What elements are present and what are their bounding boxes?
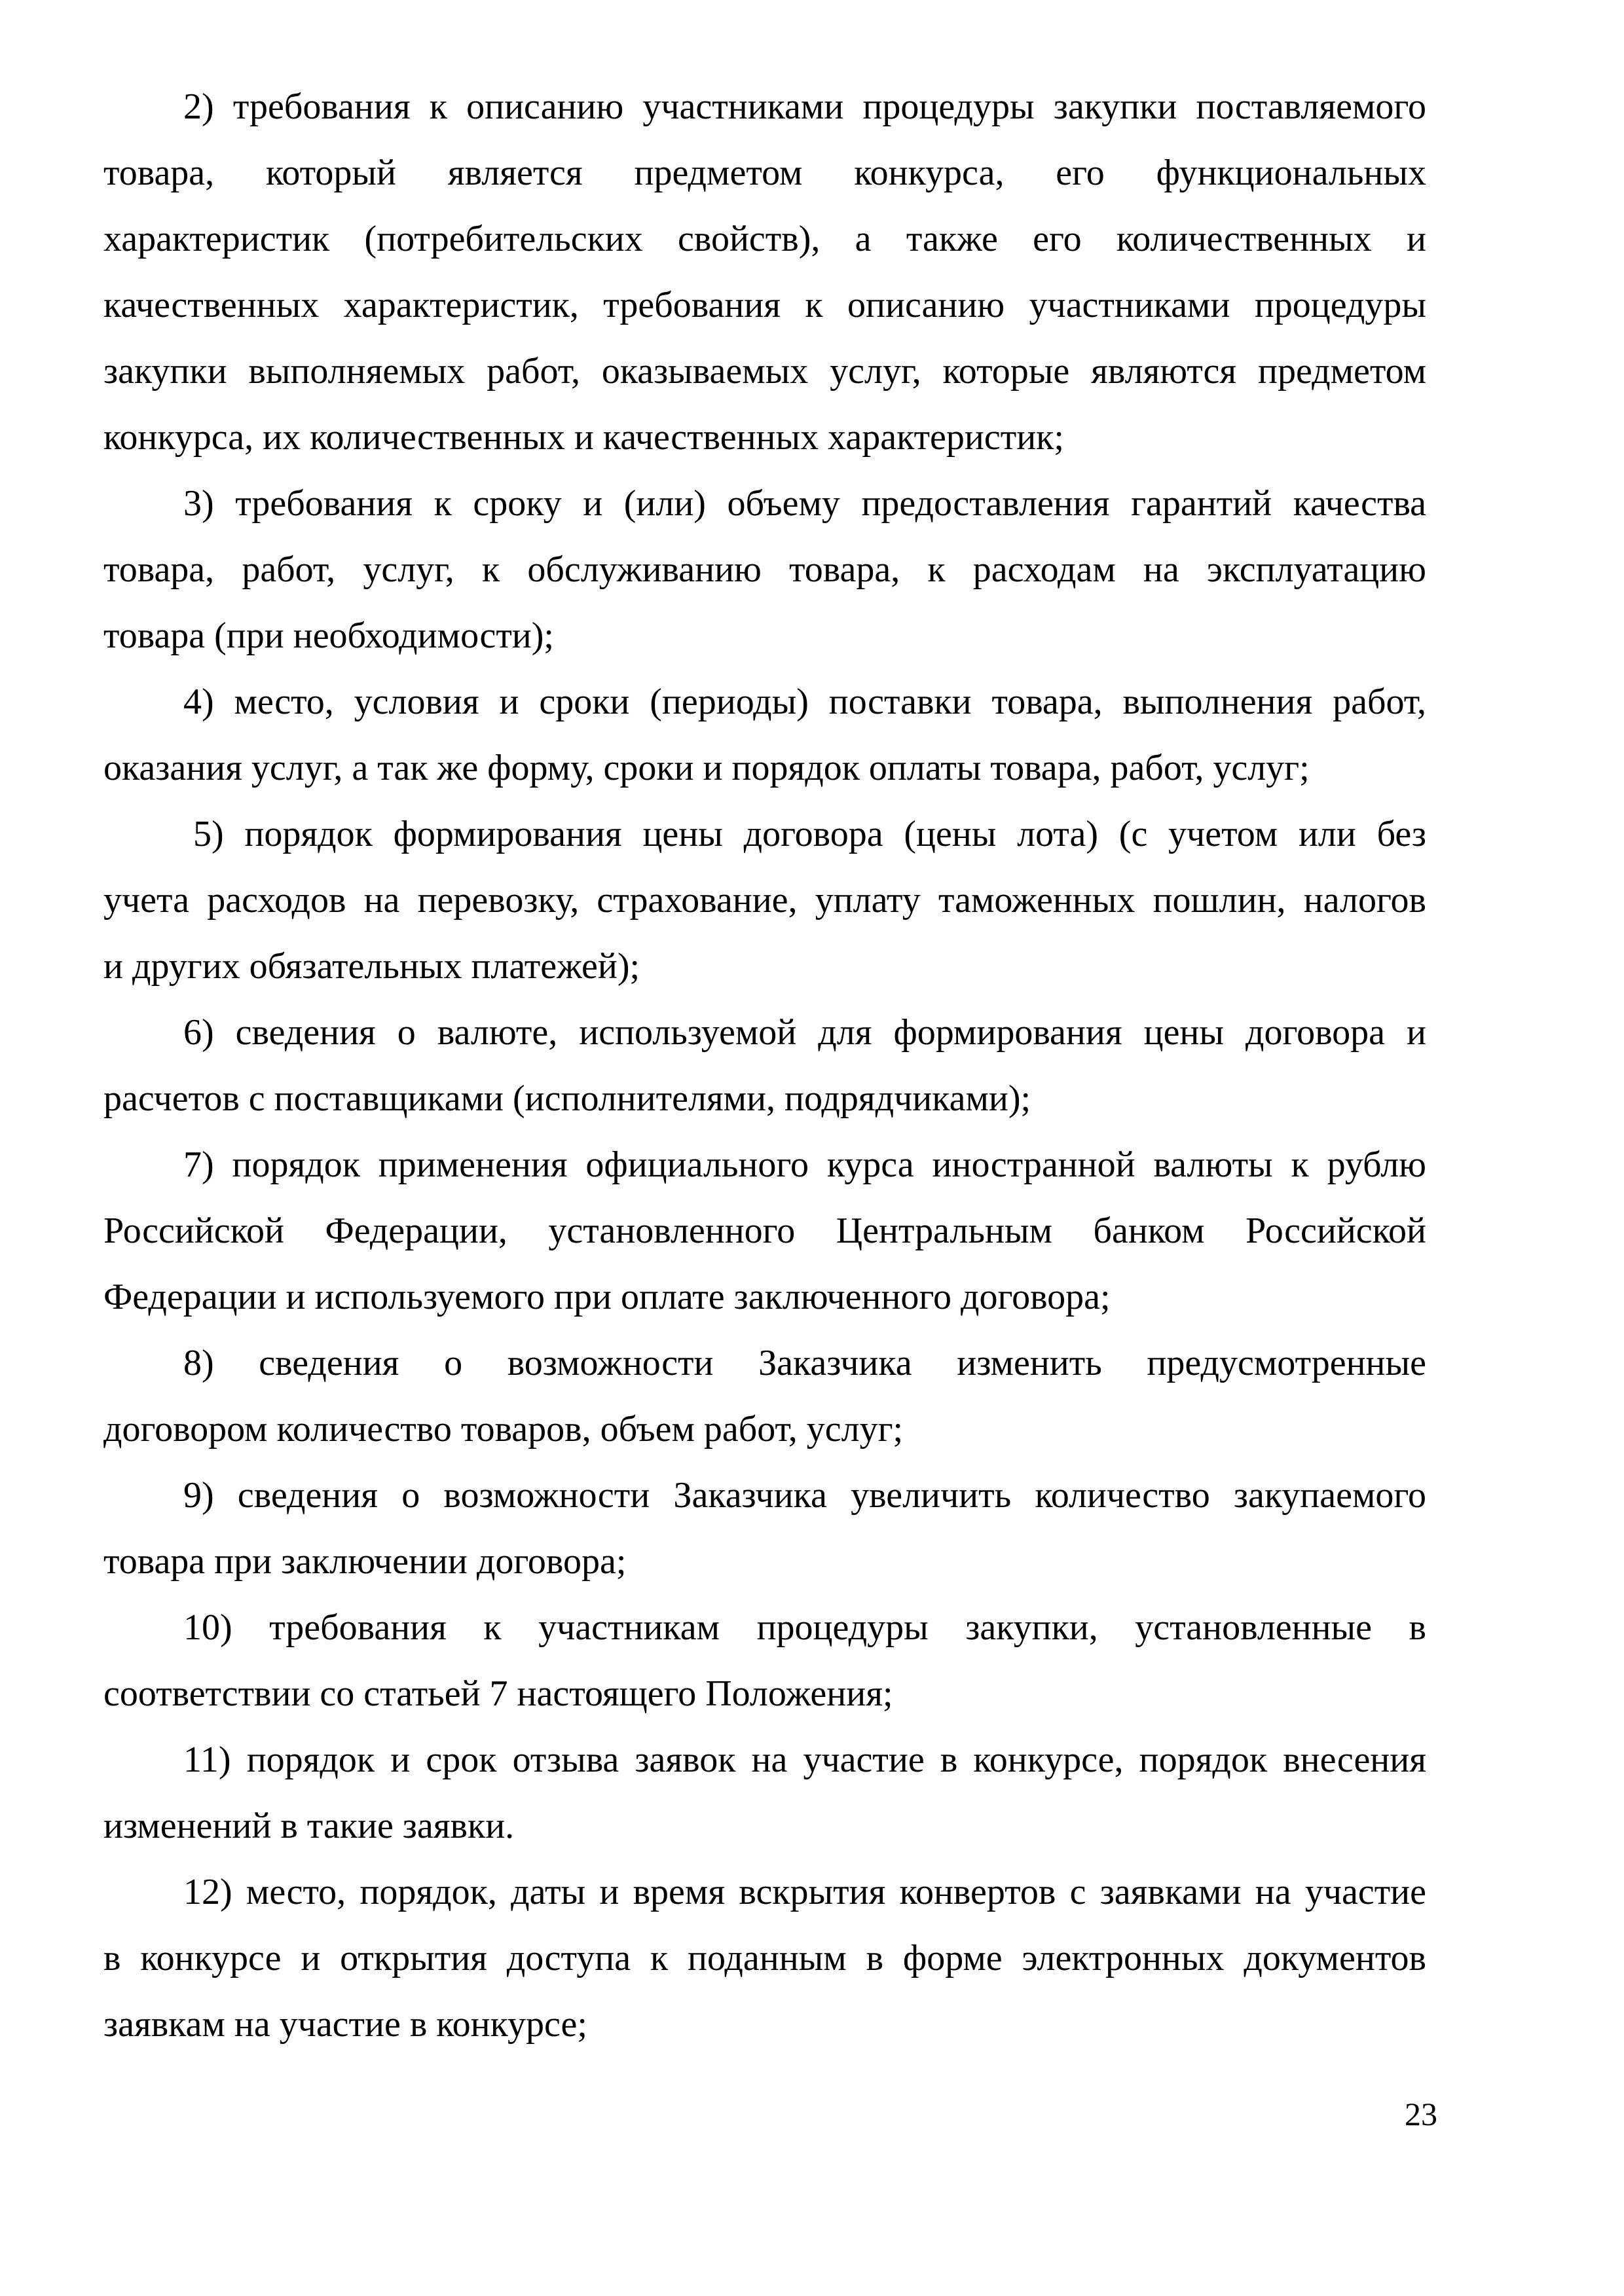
paragraph-item-6 xyxy=(103,1000,1426,1132)
text-line: 10) требования к участникам процедуры закупки, установленные в xyxy=(183,1607,1426,1648)
paragraph-item-9 xyxy=(103,1463,1426,1595)
text-line: расчетов с поставщиками (исполнителями, подрядчиками); xyxy=(103,1078,1031,1119)
text-line: заявкам на участие в конкурсе; xyxy=(103,2004,587,2045)
paragraph-item-4 xyxy=(103,669,1426,801)
text-line: товара при заключении договора; xyxy=(103,1541,627,1582)
text-line: 8) сведения о возможности Заказчика изменить предусмотренные xyxy=(183,1343,1426,1383)
paragraph-item-2 xyxy=(103,74,1426,471)
text-line: договором количество товаров, объем работ, услуг; xyxy=(103,1409,904,1449)
paragraph-item-7 xyxy=(103,1132,1426,1330)
page-number: 23 xyxy=(1405,2096,1437,2132)
text-line: Федерации и используемого при оплате заключенного договора; xyxy=(103,1277,1111,1317)
text-line: и других обязательных платежей); xyxy=(103,946,640,987)
text-line: учета расходов на перевозку, страхование, уплату таможенных пошлин, налогов xyxy=(103,880,1426,920)
text-line: 9) сведения о возможности Заказчика увеличить количество закупаемого xyxy=(183,1475,1426,1516)
document-text-block xyxy=(103,74,1426,2058)
text-line: 4) место, условия и сроки (периоды) поставки товара, выполнения работ, xyxy=(183,682,1426,722)
text-line: 12) место, порядок, даты и время вскрытия конвертов с заявками на участие xyxy=(183,1872,1426,1912)
text-line: 3) требования к сроку и (или) объему предоставления гарантий качества xyxy=(183,483,1426,524)
text-line: закупки выполняемых работ, оказываемых услуг, которые являются предметом xyxy=(103,351,1426,392)
text-line: конкурса, их количественных и качественных характеристик; xyxy=(103,417,1064,458)
paragraph-item-3 xyxy=(103,471,1426,669)
paragraph-item-12 xyxy=(103,1859,1426,2058)
text-line: Российской Федерации, установленного Центральным банком Российской xyxy=(103,1211,1426,1251)
paragraph-item-8 xyxy=(103,1330,1426,1463)
text-line: 2) требования к описанию участниками процедуры закупки поставляемого xyxy=(183,86,1426,127)
text-line: 11) порядок и срок отзыва заявок на участие в конкурсе, порядок внесения xyxy=(183,1740,1426,1780)
text-line: 6) сведения о валюте, используемой для формирования цены договора и xyxy=(183,1012,1426,1053)
text-line: соответствии со статьей 7 настоящего Положения; xyxy=(103,1673,893,1714)
text-line: товара (при необходимости); xyxy=(103,615,554,656)
text-line: 5) порядок формирования цены договора (цены лота) (с учетом или без xyxy=(193,814,1426,854)
text-line: изменений в такие заявки. xyxy=(103,1806,515,1846)
paragraph-item-10 xyxy=(103,1595,1426,1727)
text-line: качественных характеристик, требования к описанию участниками процедуры xyxy=(103,285,1426,325)
text-line: товара, работ, услуг, к обслуживанию товара, к расходам на эксплуатацию xyxy=(103,549,1426,590)
text-line: оказания услуг, а так же форму, сроки и порядок оплаты товара, работ, услуг; xyxy=(103,748,1310,788)
text-line: товара, который является предметом конкурса, его функциональных xyxy=(103,153,1426,193)
paragraph-item-5 xyxy=(103,801,1426,1000)
text-line: в конкурсе и открытия доступа к поданным в форме электронных документов xyxy=(103,1938,1426,1978)
paragraph-item-11 xyxy=(103,1727,1426,1859)
text-line: характеристик (потребительских свойств), а также его количественных и xyxy=(103,219,1426,259)
text-line: 7) порядок применения официального курса иностранной валюты к рублю xyxy=(183,1144,1426,1185)
